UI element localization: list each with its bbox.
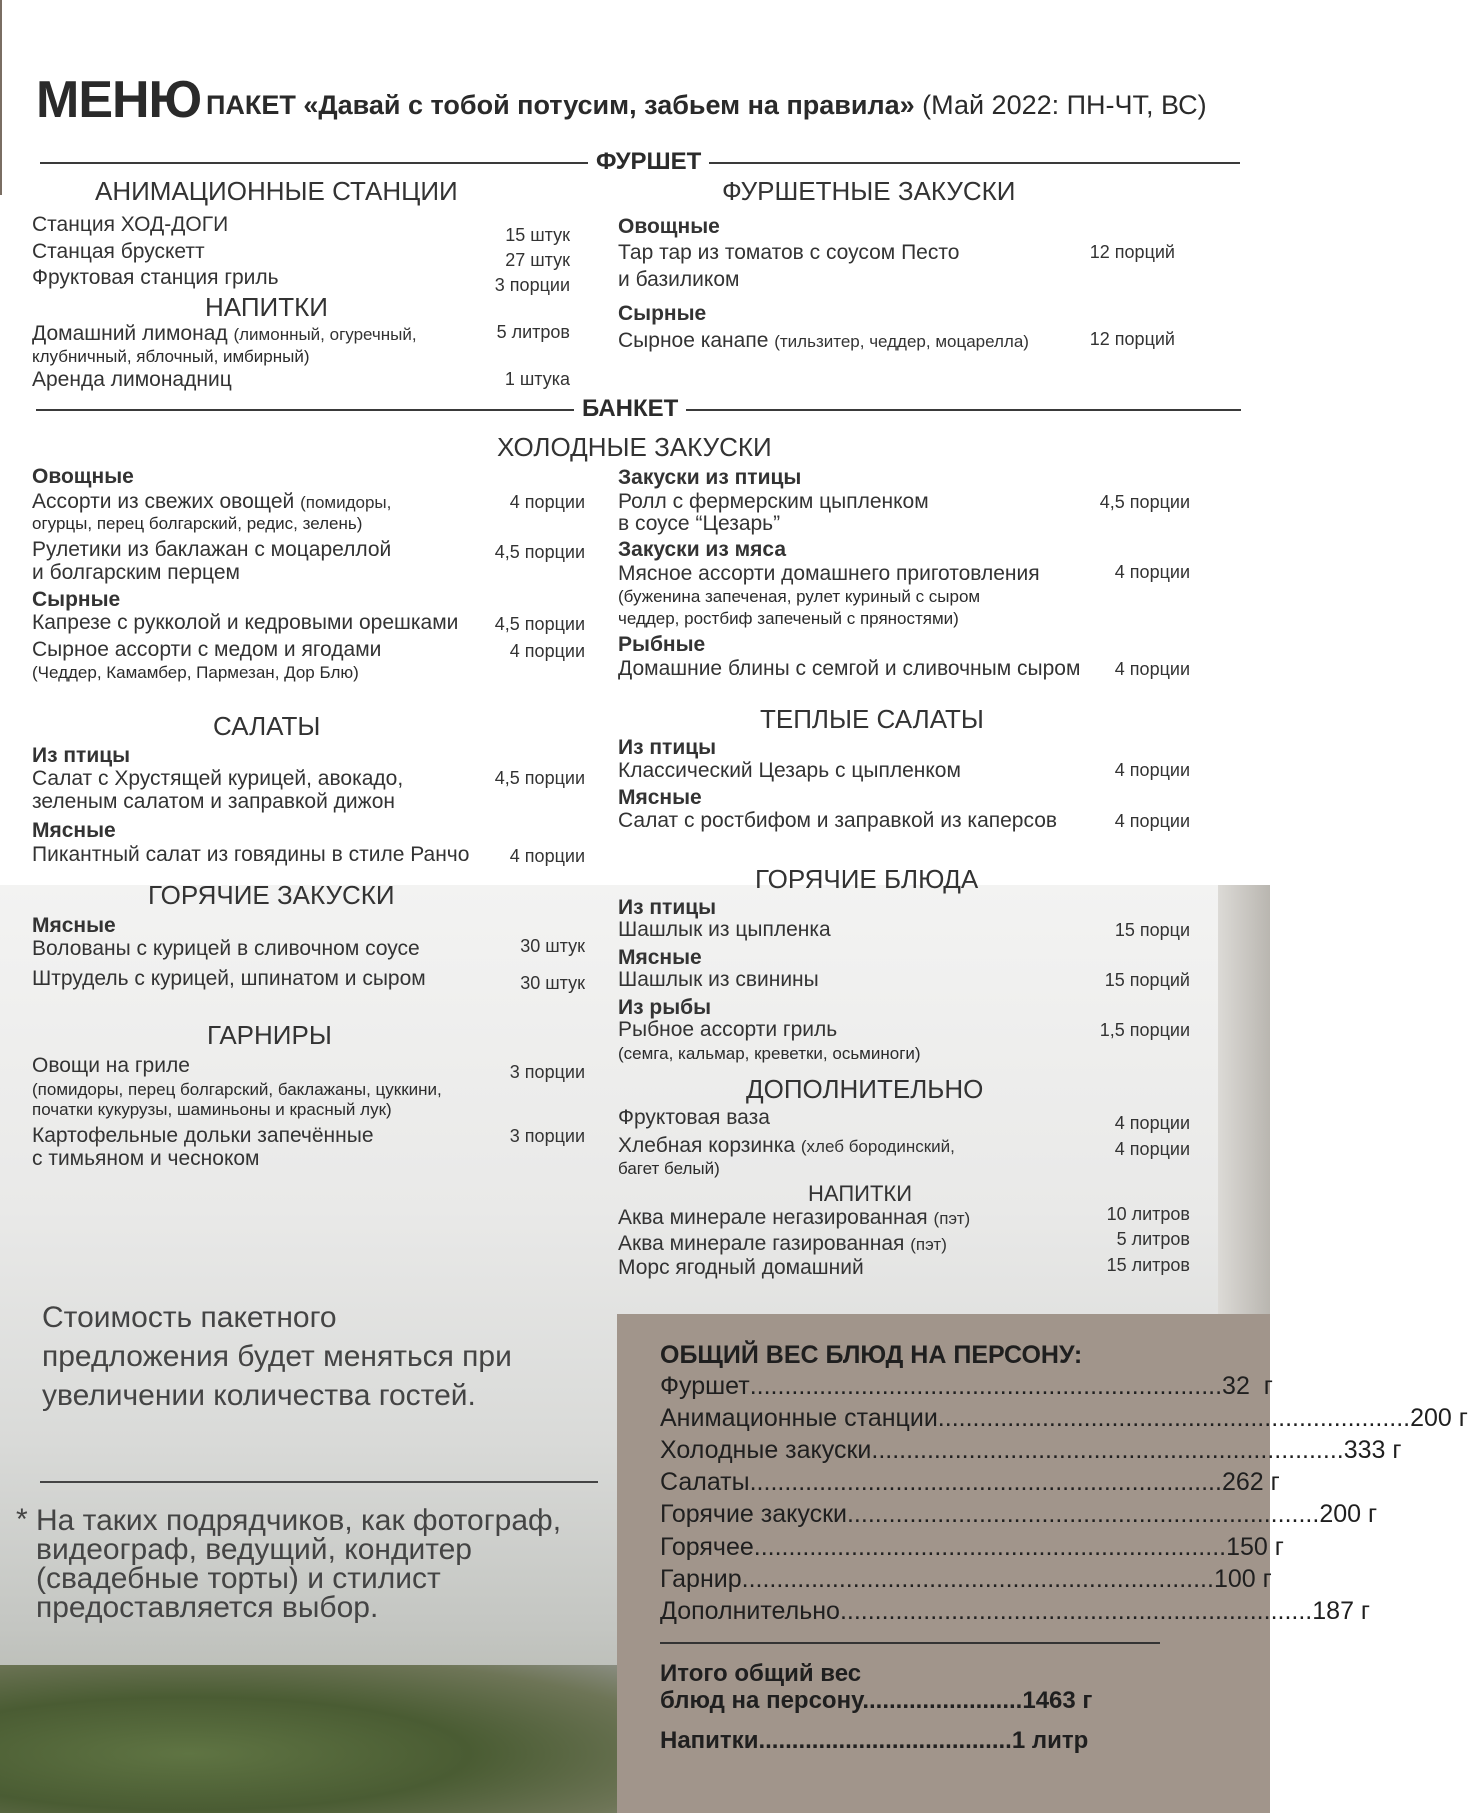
- garnish-item-qty: 3 порции: [509, 1126, 585, 1146]
- weight-drinks-label: Напитки: [660, 1727, 759, 1754]
- animation-item-qty: 15 штук: [505, 225, 570, 245]
- cold-item-detail: (Чеддер, Камамбер, Пармезан, Дор Блю): [32, 663, 359, 682]
- drinks2-item-detail: (пэт): [933, 1209, 971, 1228]
- package-prefix: ПАКЕТ: [206, 90, 296, 120]
- furshet-veg-item: Тар тар из томатов с соусом Песто: [618, 241, 960, 264]
- drinks2-item-qty: 15 литров: [1106, 1255, 1190, 1275]
- extra-item-qty: 4 порции: [1114, 1139, 1190, 1159]
- group-meat: Мясные: [618, 786, 702, 809]
- drinks1-item-detail: (лимонный, огуречный,: [233, 325, 417, 344]
- warm-salad-item-qty: 4 порции: [1114, 811, 1190, 831]
- group-bird: Из птицы: [618, 736, 717, 759]
- animation-item-qty: 3 порции: [494, 275, 570, 295]
- cold-item-name: Мясное ассорти домашнего приготовления: [618, 562, 1040, 585]
- hot-item-qty: 15 порци: [1114, 920, 1190, 940]
- group-cheese: Сырные: [618, 302, 707, 325]
- section-furshet: ФУРШЕТ: [588, 148, 709, 176]
- cold-item-detail: (буженина запеченая, рулет куриный с сыром: [618, 587, 981, 606]
- cold-item-qty: 4 порции: [1114, 659, 1190, 679]
- furshet-cheese-qty: 12 порций: [1089, 329, 1175, 349]
- garnish-item-detail2: початки кукурузы, шаминьоны и красный лук): [32, 1100, 392, 1119]
- weight-row-value: 100 г: [1213, 1565, 1272, 1593]
- cold-item-detail2: чеддер, ростбиф запеченый с пряностями): [618, 609, 959, 628]
- note-asterisk: *: [16, 1503, 28, 1536]
- hot-item-detail: (семга, кальмар, креветки, осьминоги): [618, 1044, 921, 1063]
- extra-item-name: Хлебная корзинка: [618, 1134, 796, 1157]
- hot-snack-item-name: Волованы с курицей в сливочном соусе: [32, 937, 420, 960]
- extra-item-name: Фруктовая ваза: [618, 1106, 770, 1129]
- weight-row: [660, 1436, 1402, 1465]
- cold-item-qty: 4 порции: [509, 641, 585, 661]
- group-veg: Овощные: [32, 465, 134, 488]
- drinks2-item-name: Морс ягодный домашний: [618, 1256, 864, 1279]
- weight-row: [660, 1404, 1468, 1433]
- weight-total-value: 1463 г: [1022, 1687, 1093, 1714]
- furshet-cheese-name: Сырное канапе: [618, 329, 769, 352]
- animation-title: АНИМАЦИОННЫЕ СТАНЦИИ: [95, 176, 458, 206]
- section-banket: БАНКЕТ: [574, 395, 686, 423]
- weight-row-dots: ....................................................................: [753, 1533, 1227, 1561]
- cold-item-qty: 4,5 порции: [494, 542, 585, 562]
- animation-item-name: Фруктовая станция гриль: [32, 266, 279, 289]
- hot-snack-item-qty: 30 штук: [520, 936, 585, 956]
- cold-title: ХОЛОДНЫЕ ЗАКУСКИ: [497, 432, 772, 462]
- cold-item-name2: и болгарским перцем: [32, 561, 240, 584]
- weight-row-label: Гарнир: [660, 1565, 742, 1593]
- weight-row-label: Холодные закуски: [660, 1436, 872, 1464]
- weight-row-dots: ....................................................................: [741, 1565, 1214, 1593]
- drinks2-item-name: Аква минерале газированная: [618, 1232, 905, 1255]
- cold-item-qty: 4 порции: [509, 492, 585, 512]
- weight-row: [660, 1468, 1280, 1497]
- salad-item-name2: зеленым салатом и заправкой дижон: [32, 790, 395, 813]
- group-fish: Из рыбы: [618, 996, 712, 1019]
- package-period: (Май 2022: ПН-ЧТ, ВС): [922, 90, 1207, 120]
- garnish-title: ГАРНИРЫ: [207, 1020, 332, 1050]
- weight-drinks-row: Напитки......................................1 литр: [660, 1727, 1089, 1754]
- weight-title: ОБЩИЙ ВЕС БЛЮД НА ПЕРСОНУ:: [660, 1341, 1083, 1369]
- extra-item: [618, 1134, 955, 1158]
- furshet-snacks-title: ФУРШЕТНЫЕ ЗАКУСКИ: [722, 176, 1016, 206]
- hot-item-qty: 1,5 порции: [1099, 1020, 1190, 1040]
- package-name: «Давай с тобой потусим, забьем на правила»: [303, 90, 915, 120]
- animation-item-name: Станция ХОД-ДОГИ: [32, 213, 229, 236]
- cold-item-detail2: огурцы, перец болгарский, редис, зелень): [32, 514, 363, 533]
- furshet-veg-item2: и базиликом: [618, 268, 740, 291]
- cold-item-detail: (помидоры,: [300, 493, 392, 512]
- hot-snack-item-qty: 30 штук: [520, 973, 585, 993]
- notes-divider: [40, 1481, 598, 1483]
- group-fish: Рыбные: [618, 633, 706, 656]
- hot-snacks-title: ГОРЯЧИЕ ЗАКУСКИ: [148, 880, 395, 910]
- drinks2-item-qty: 10 литров: [1106, 1204, 1190, 1224]
- weight-row: [660, 1533, 1284, 1562]
- weight-row-label: Фуршет: [660, 1372, 750, 1400]
- extra-item-qty: 4 порции: [1114, 1113, 1190, 1133]
- group-meat: Мясные: [618, 946, 702, 969]
- weight-drinks-value: 1 литр: [1011, 1727, 1089, 1754]
- weight-row-value: 187 г: [1312, 1597, 1371, 1625]
- weight-row-value: 200 г: [1410, 1404, 1468, 1432]
- weight-row-label: Салаты: [660, 1468, 750, 1496]
- hot-item-name: Шашлык из цыпленка: [618, 918, 831, 941]
- weight-total-label1: Итого общий вес: [660, 1660, 862, 1687]
- furshet-cheese-detail: (тильзитер, чеддер, моцарелла): [774, 332, 1029, 351]
- drinks1-item-name: Аренда лимонадниц: [32, 368, 232, 391]
- warm-salads-title: ТЕПЛЫЕ САЛАТЫ: [760, 704, 984, 734]
- salad-item-qty: 4 порции: [509, 846, 585, 866]
- group-veg: Овощные: [618, 215, 720, 238]
- weight-row-value: 333 г: [1343, 1436, 1402, 1464]
- drinks1-item-name: Домашний лимонад: [32, 322, 228, 345]
- cold-item-name2: в соусе “Цезарь”: [618, 512, 781, 535]
- drinks1-title: НАПИТКИ: [205, 292, 328, 322]
- extra-item-detail2: багет белый): [618, 1159, 720, 1178]
- hot-item-name: Рыбное ассорти гриль: [618, 1018, 838, 1041]
- cold-item-name: Капрезе с рукколой и кедровыми орешками: [32, 611, 459, 634]
- hot-item-name: Шашлык из свинины: [618, 968, 819, 991]
- weight-row-dots: ....................................................................: [839, 1597, 1313, 1625]
- package-subtitle: [206, 90, 1207, 121]
- group-meat: Мясные: [32, 914, 116, 937]
- warm-salad-item-name: Классический Цезарь с цыпленком: [618, 759, 961, 782]
- drinks2-item-name: Аква минерале негазированная: [618, 1206, 928, 1229]
- cold-item-qty: 4 порции: [1114, 562, 1190, 582]
- drinks2-item: [618, 1232, 947, 1256]
- group-meat: Закуски из мяса: [618, 538, 787, 561]
- drinks2-item: [618, 1206, 970, 1230]
- cold-item-qty: 4,5 порции: [1099, 492, 1190, 512]
- price-note: Стоимость пакетного предложения будет меняться при увеличении количества гостей.: [42, 1301, 512, 1412]
- hot-snack-item-name: Штрудель с курицей, шпинатом и сыром: [32, 967, 426, 990]
- background-greenery: [0, 1665, 630, 1813]
- menu-title: МЕНЮ: [36, 71, 202, 129]
- salad-item-name: Салат с Хрустящей курицей, авокадо,: [32, 767, 404, 790]
- weight-row-value: 200 г: [1319, 1500, 1378, 1528]
- garnish-item-detail: (помидоры, перец болгарский, баклажаны, цуккини,: [32, 1080, 442, 1099]
- cold-item-name: Ролл с фермерским цыпленком: [618, 490, 929, 513]
- left-edge-line: [0, 0, 2, 195]
- drinks2-title: НАПИТКИ: [808, 1181, 913, 1206]
- drinks2-item-detail: (пэт): [910, 1235, 947, 1254]
- garnish-item-name2: с тимьяном и чесноком: [32, 1147, 260, 1170]
- furshet-veg-qty: 12 порций: [1089, 242, 1175, 262]
- cold-item-name: Ассорти из свежих овощей: [32, 490, 295, 513]
- animation-item-name: Станцая брускетт: [32, 240, 205, 263]
- group-meat: Мясные: [32, 819, 116, 842]
- extra-item-detail: (хлеб бородинский,: [800, 1137, 955, 1156]
- animation-item-qty: 27 штук: [505, 250, 570, 270]
- salad-item-name: Пикантный салат из говядины в стиле Ранчо: [32, 843, 470, 866]
- cold-item-name: Сырное ассорти с медом и ягодами: [32, 638, 382, 661]
- weight-row-dots: ....................................................................: [937, 1404, 1411, 1432]
- cold-item-name: Рулетики из баклажан с моцареллой: [32, 538, 392, 561]
- weight-divider: [660, 1642, 1160, 1644]
- drinks2-item-qty: 5 литров: [1116, 1229, 1190, 1249]
- hot-title: ГОРЯЧИЕ БЛЮДА: [755, 864, 979, 894]
- weight-row-label: Дополнительно: [660, 1597, 840, 1625]
- drinks1-item-detail2: клубничный, яблочный, имбирный): [32, 347, 310, 366]
- weight-row: [660, 1597, 1371, 1626]
- weight-total-label2: блюд на персону: [660, 1687, 863, 1714]
- weight-row-value: 150 г: [1226, 1533, 1284, 1561]
- weight-row-label: Горячее: [660, 1533, 754, 1561]
- weight-row: [660, 1565, 1272, 1594]
- cold-item: [32, 490, 391, 514]
- weight-row-value: 262 г: [1221, 1468, 1280, 1496]
- weight-row-dots: ....................................................................: [846, 1500, 1320, 1528]
- cold-item-qty: 4,5 порции: [494, 614, 585, 634]
- warm-salad-item-qty: 4 порции: [1114, 760, 1190, 780]
- weight-row-label: Анимационные станции: [660, 1404, 938, 1432]
- group-bird: Из птицы: [618, 896, 717, 919]
- group-bird: Закуски из птицы: [618, 466, 802, 489]
- weight-total-row: блюд на персону........................1463 г: [660, 1687, 1093, 1714]
- salad-item-qty: 4,5 порции: [494, 768, 585, 788]
- weight-row: [660, 1500, 1378, 1529]
- drinks1-item-qty: 1 штука: [504, 369, 570, 389]
- weight-row: [660, 1372, 1273, 1401]
- cold-item-name: Домашние блины с семгой и сливочным сыром: [618, 657, 1081, 680]
- weight-row-label: Горячие закуски: [660, 1500, 847, 1528]
- garnish-item-name: Картофельные дольки запечённые: [32, 1124, 374, 1147]
- weight-row-dots: ....................................................................: [749, 1468, 1222, 1496]
- warm-salad-item-name: Салат с ростбифом и заправкой из каперсов: [618, 809, 1058, 832]
- weight-row-value: 32 г: [1222, 1372, 1273, 1400]
- hot-item-qty: 15 порций: [1104, 970, 1190, 990]
- garnish-item-qty: 3 порции: [509, 1062, 585, 1082]
- contractors-note: На таких подрядчиков, как фотограф, видеограф, ведущий, кондитер (свадебные торты) и стилист предоставляется выбор.: [36, 1504, 562, 1624]
- group-cheese: Сырные: [32, 588, 121, 611]
- salads-title: САЛАТЫ: [213, 711, 321, 741]
- drinks1-item: [32, 322, 417, 346]
- group-bird: Из птицы: [32, 744, 131, 767]
- drinks1-item-qty: 5 литров: [496, 322, 570, 342]
- weight-row-dots: ....................................................................: [871, 1436, 1344, 1464]
- extra-title: ДОПОЛНИТЕЛЬНО: [746, 1074, 984, 1104]
- furshet-cheese-item: [618, 329, 1029, 353]
- weight-row-dots: ....................................................................: [749, 1372, 1223, 1400]
- garnish-item-name: Овощи на гриле: [32, 1054, 190, 1077]
